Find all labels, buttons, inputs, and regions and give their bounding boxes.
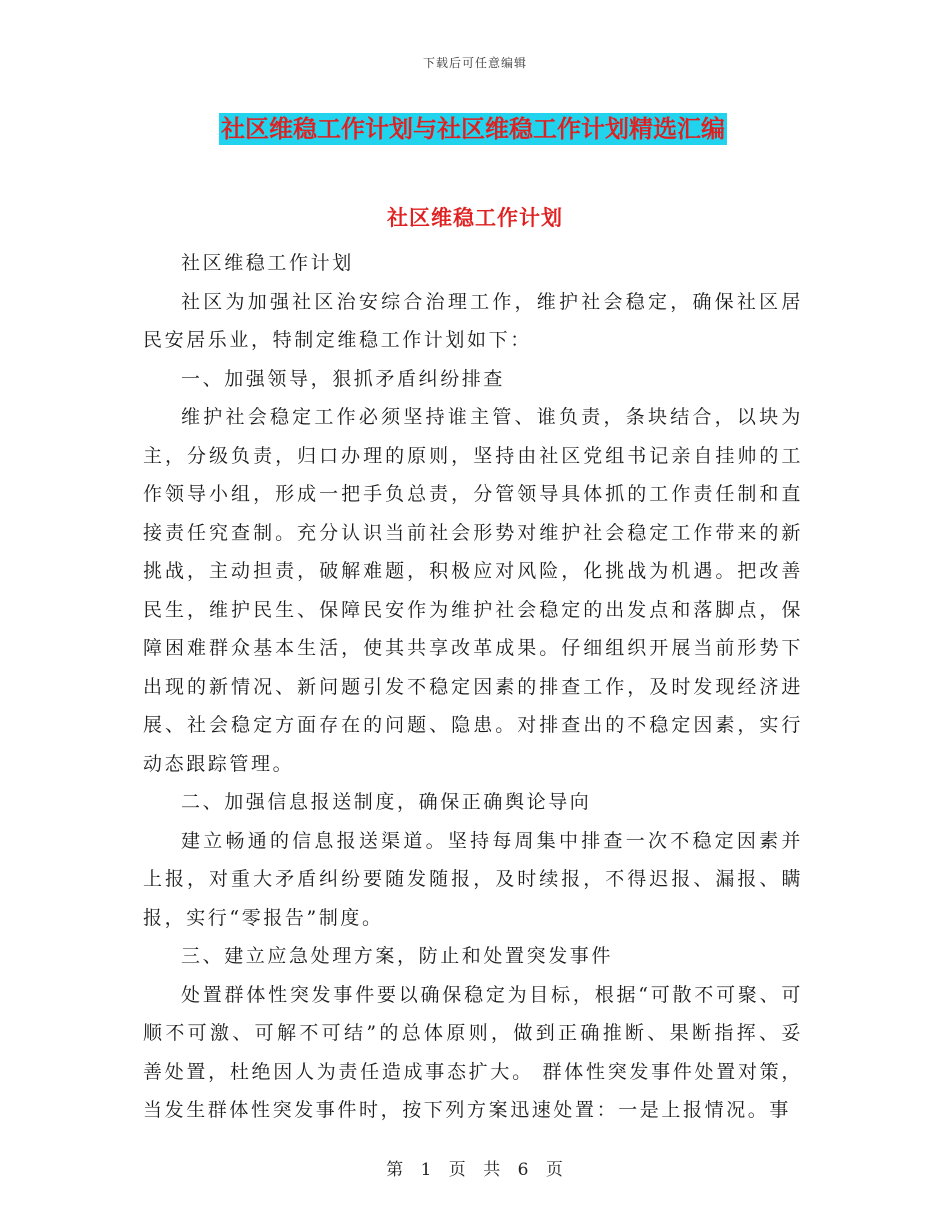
main-title: 社区维稳工作计划与社区维稳工作计划精选汇编 <box>221 115 725 143</box>
paragraph-heading: 社区维稳工作计划 <box>181 252 354 274</box>
footer-page-number: 1 <box>420 1160 433 1180</box>
paragraph-section-3-body: 处置群体性突发事件要以确保稳定为目标，根据“可散不可聚、可顺不可激、可解不可结”的总体原则，做到正确推断、果断指挥、妥善处置，杜绝因人为责任造成事态扩大。 群体性突发事件处置对策，当发生群体性突发事件时，按下列方案迅速处置：一是上报情况。事 <box>143 983 803 1121</box>
footer-total-pages: 6 <box>517 1160 530 1180</box>
footer-label-total: 共 <box>483 1160 502 1180</box>
paragraph-section-1-body: 维护社会稳定工作必须坚持谁主管、谁负责，条块结合，以块为主，分级负责，归口办理的原则，坚持由社区党组书记亲自挂帅的工作领导小组，形成一把手负总责，分管领导具体抓的工作责任制和直接责任究查制。充分认识当前社会形势对维护社会稳定工作带来的新挑战，主动担责，破解难题，积极应对风险，化挑战为机遇。把改善民生，维护民生、保障民安作为维护社会稳定的出发点和落脚点，保障困难群众基本生活，使其共享改革成果。仔细组织开展当前形势下出现的新情况、新问题引发不稳定因素的排查工作，及时发现经济进展、社会稳定方面存在的问题、隐患。对排查出的不稳定因素，实行动态跟踪管理。 <box>143 406 803 775</box>
footer-label-page: 第 <box>386 1160 405 1180</box>
paragraph-section-2-body: 建立畅通的信息报送渠道。坚持每周集中排查一次不稳定因素并上报，对重大矛盾纠纷要随发随报，及时续报，不得迟报、漏报、瞒报，实行“零报告”制度。 <box>143 829 803 929</box>
paragraph-section-2-heading: 二、加强信息报送制度，确保正确舆论导向 <box>181 791 592 813</box>
paragraph-section-3-heading: 三、建立应急处理方案，防止和处置突发事件 <box>181 945 614 967</box>
footer-label-page-unit: 页 <box>448 1160 467 1180</box>
header-note: 下载后可任意编辑 <box>422 56 527 70</box>
section-title: 社区维稳工作计划 <box>387 206 563 230</box>
paragraph-section-1-heading: 一、加强领导，狠抓矛盾纠纷排查 <box>181 367 506 390</box>
body-text <box>143 244 803 1130</box>
page-footer <box>0 1155 950 1180</box>
paragraph-intro: 社区为加强社区治安综合治理工作，维护社会稳定，确保社区居民安居乐业，特制定维稳工作计划如下： <box>143 290 803 351</box>
footer-label-total-unit: 页 <box>545 1160 564 1180</box>
